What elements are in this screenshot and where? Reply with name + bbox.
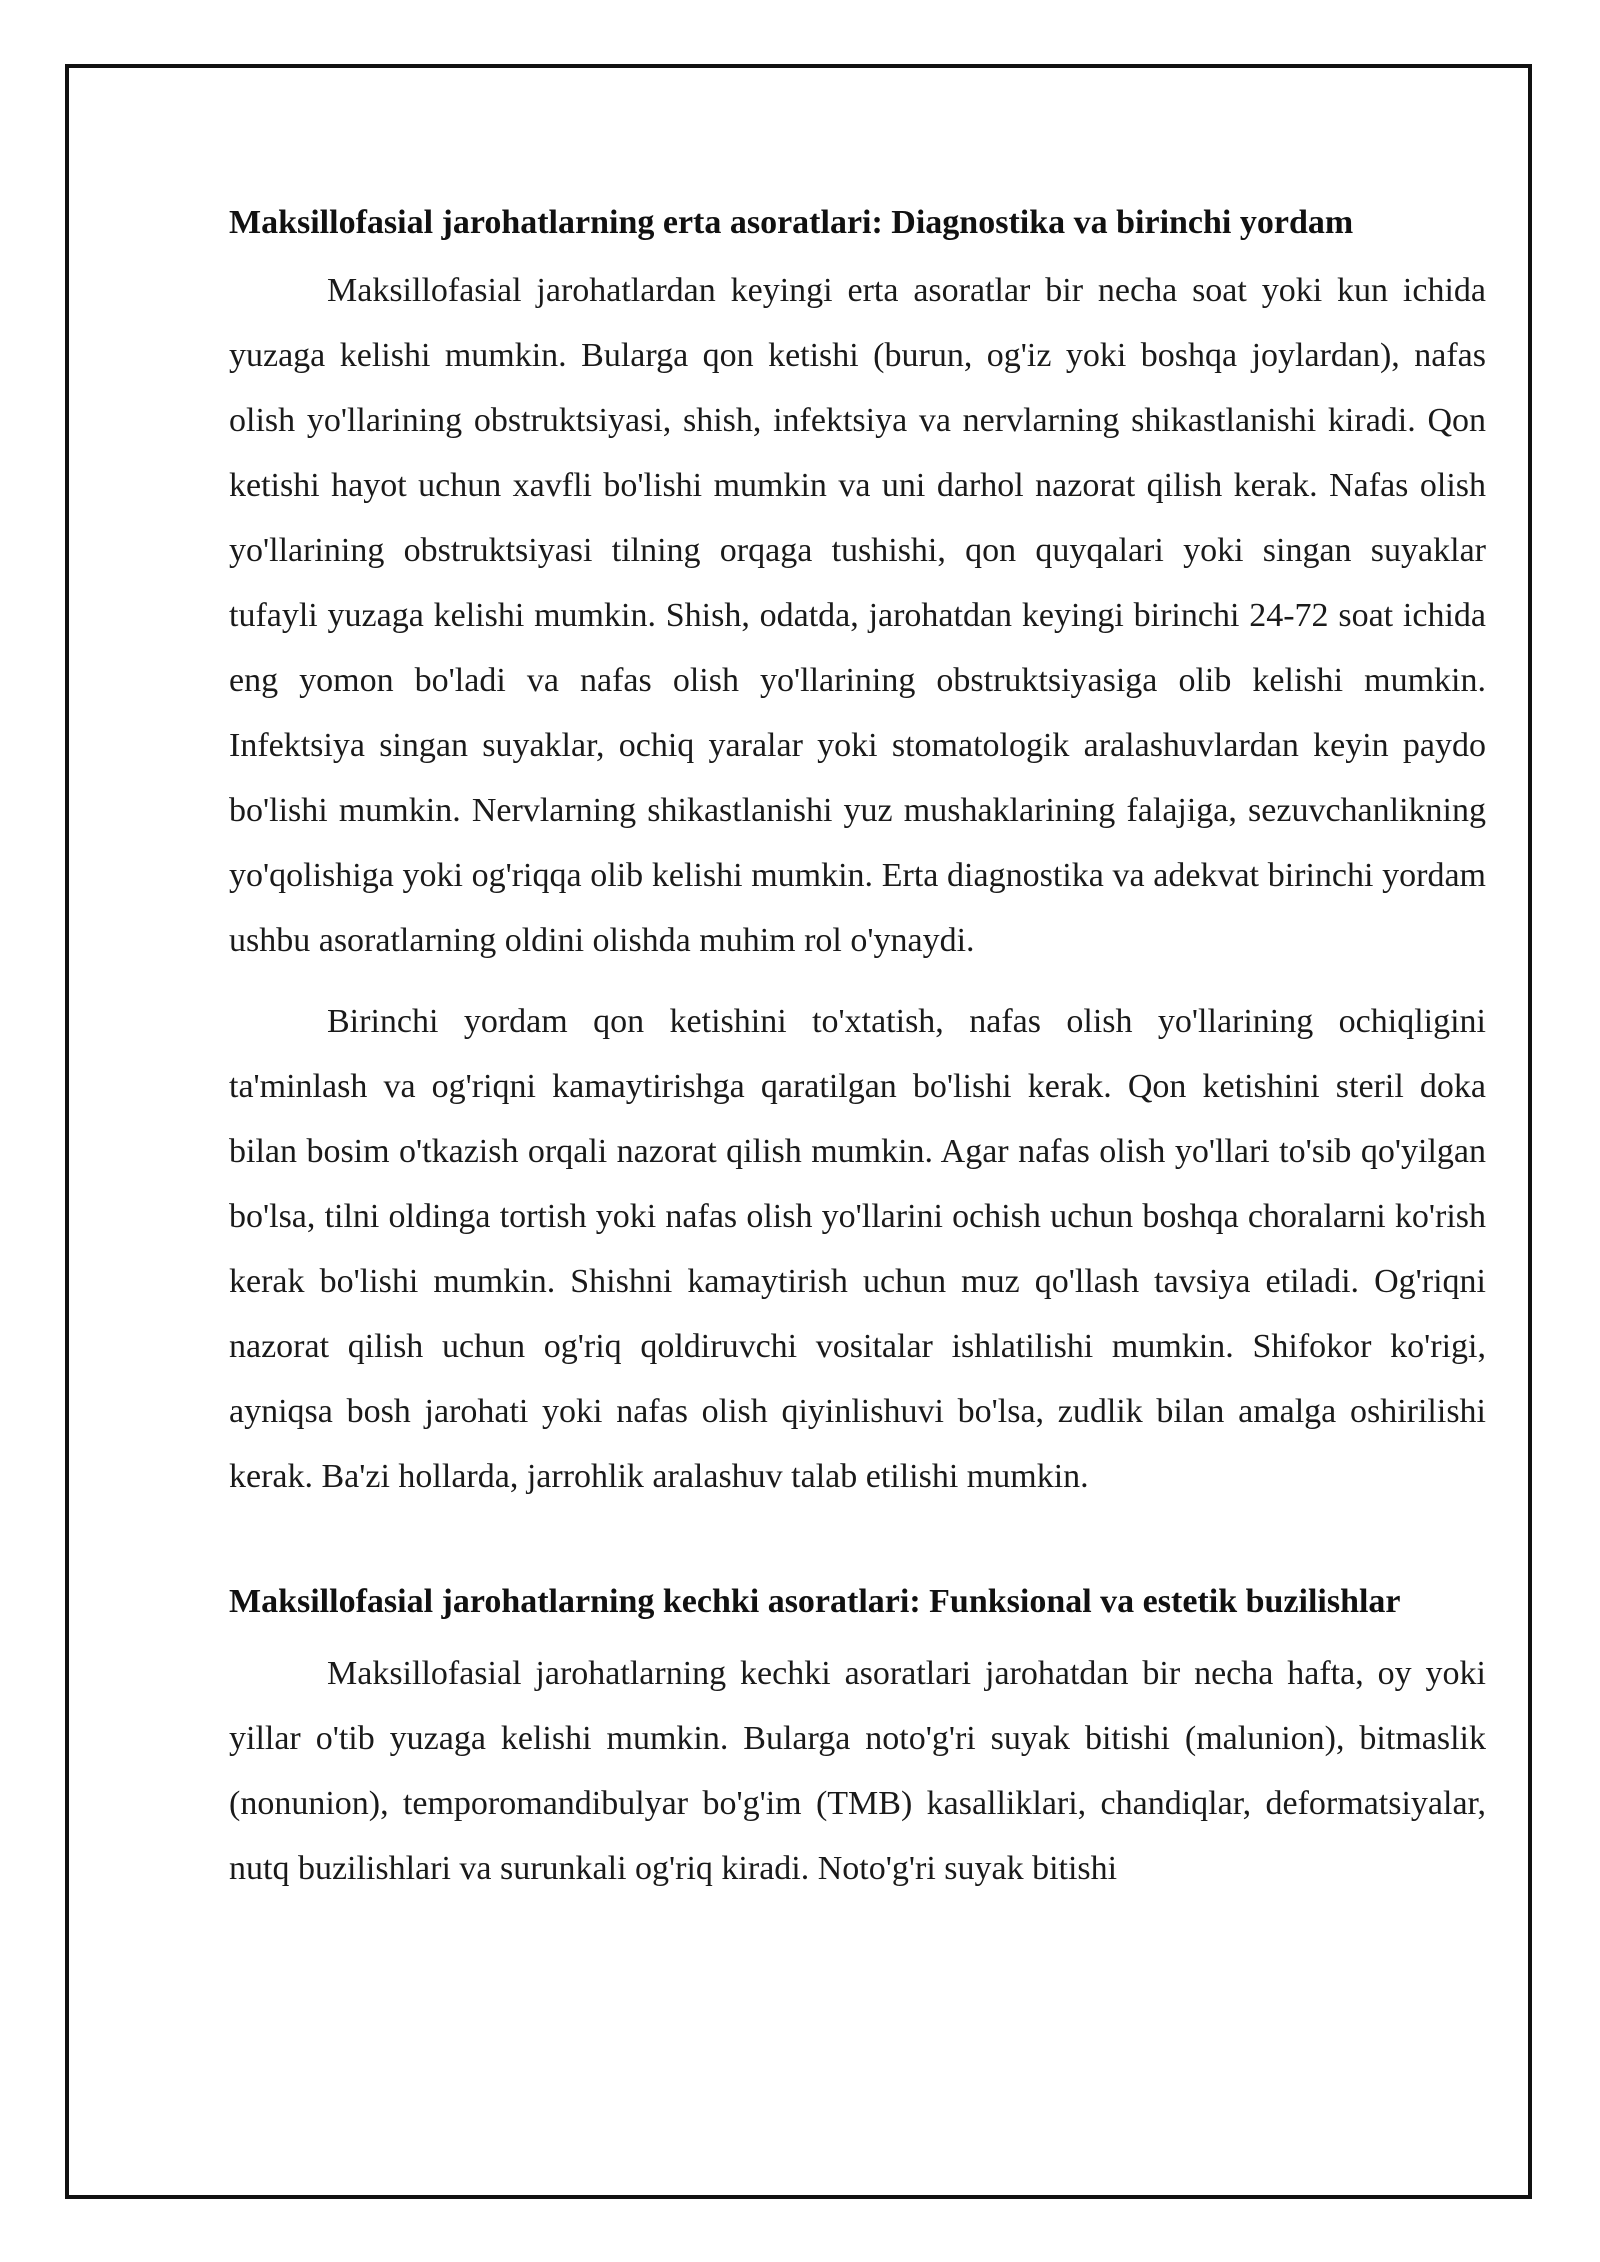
section-heading-early-complications: Maksillofasial jarohatlarning erta asoratlari: Diagnostika va birinchi yordam bbox=[229, 204, 1354, 241]
paragraph-late-complications: Maksillofasial jarohatlarning kechki asoratlari jarohatdan bir necha hafta, oy yoki yillar o'tib yuzaga kelishi mumkin. Bularga noto'g'ri suyak bitishi (malunion), bitmaslik (nonunion), temporomandibulyar bo'g'im (TMB) kasalliklari, chandiqlar, deformatsiyalar, nutq buzilishlari va surunkali og'riq kiradi. Noto'g'ri suyak bitishi bbox=[229, 1655, 1486, 1887]
paragraph-early-complications: Maksillofasial jarohatlardan keyingi erta asoratlar bir necha soat yoki kun ichida yuzaga kelishi mumkin. Bularga qon ketishi (burun, og'iz yoki boshqa joylardan), nafas olish yo'llarining obstruktsiyasi, shish, infektsiya va nervlarning shikastlanishi kiradi. Qon ketishi hayot uchun xavfli bo'lishi mumkin va uni darhol nazorat qilish kerak. Nafas olish yo'llarining obstruktsiyasi tilning orqaga tushishi, qon quyqalari yoki singan suyaklar tufayli yuzaga kelishi mumkin. Shish, odatda, jarohatdan keyingi birinchi 24-72 soat ichida eng yomon bo'ladi va nafas olish yo'llarining obstruktsiyasiga olib kelishi mumkin. Infektsiya singan suyaklar, ochiq yaralar yoki stomatologik aralashuvlardan keyin paydo bo'lishi mumkin. Nervlarning shikastlanishi yuz mushaklarining falajiga, sezuvchanlikning yo'qolishiga yoki og'riqqa olib kelishi mumkin. Erta diagnostika va adekvat birinchi yordam ushbu asoratlarning oldini olishda muhim rol o'ynaydi. bbox=[229, 272, 1486, 959]
page-content bbox=[229, 198, 1486, 1901]
section-heading-late-complications: Maksillofasial jarohatlarning kechki asoratlari: Funksional va estetik buzilishlar bbox=[229, 1583, 1401, 1620]
paragraph-first-aid: Birinchi yordam qon ketishini to'xtatish, nafas olish yo'llarining ochiqligini ta'minlash va og'riqni kamaytirishga qaratilgan bo'lishi kerak. Qon ketishini steril doka bilan bosim o'tkazish orqali nazorat qilish mumkin. Agar nafas olish yo'llari to'sib qo'yilgan bo'lsa, tilni oldinga tortish yoki nafas olish yo'llarini ochish uchun boshqa choralarni ko'rish kerak bo'lishi mumkin. Shishni kamaytirish uchun muz qo'llash tavsiya etiladi. Og'riqni nazorat qilish uchun og'riq qoldiruvchi vositalar ishlatilishi mumkin. Shifokor ko'rigi, ayniqsa bosh jarohati yoki nafas olish qiyinlishuvi bo'lsa, zudlik bilan amalga oshirilishi kerak. Ba'zi hollarda, jarrohlik aralashuv talab etilishi mumkin. bbox=[229, 1003, 1486, 1495]
